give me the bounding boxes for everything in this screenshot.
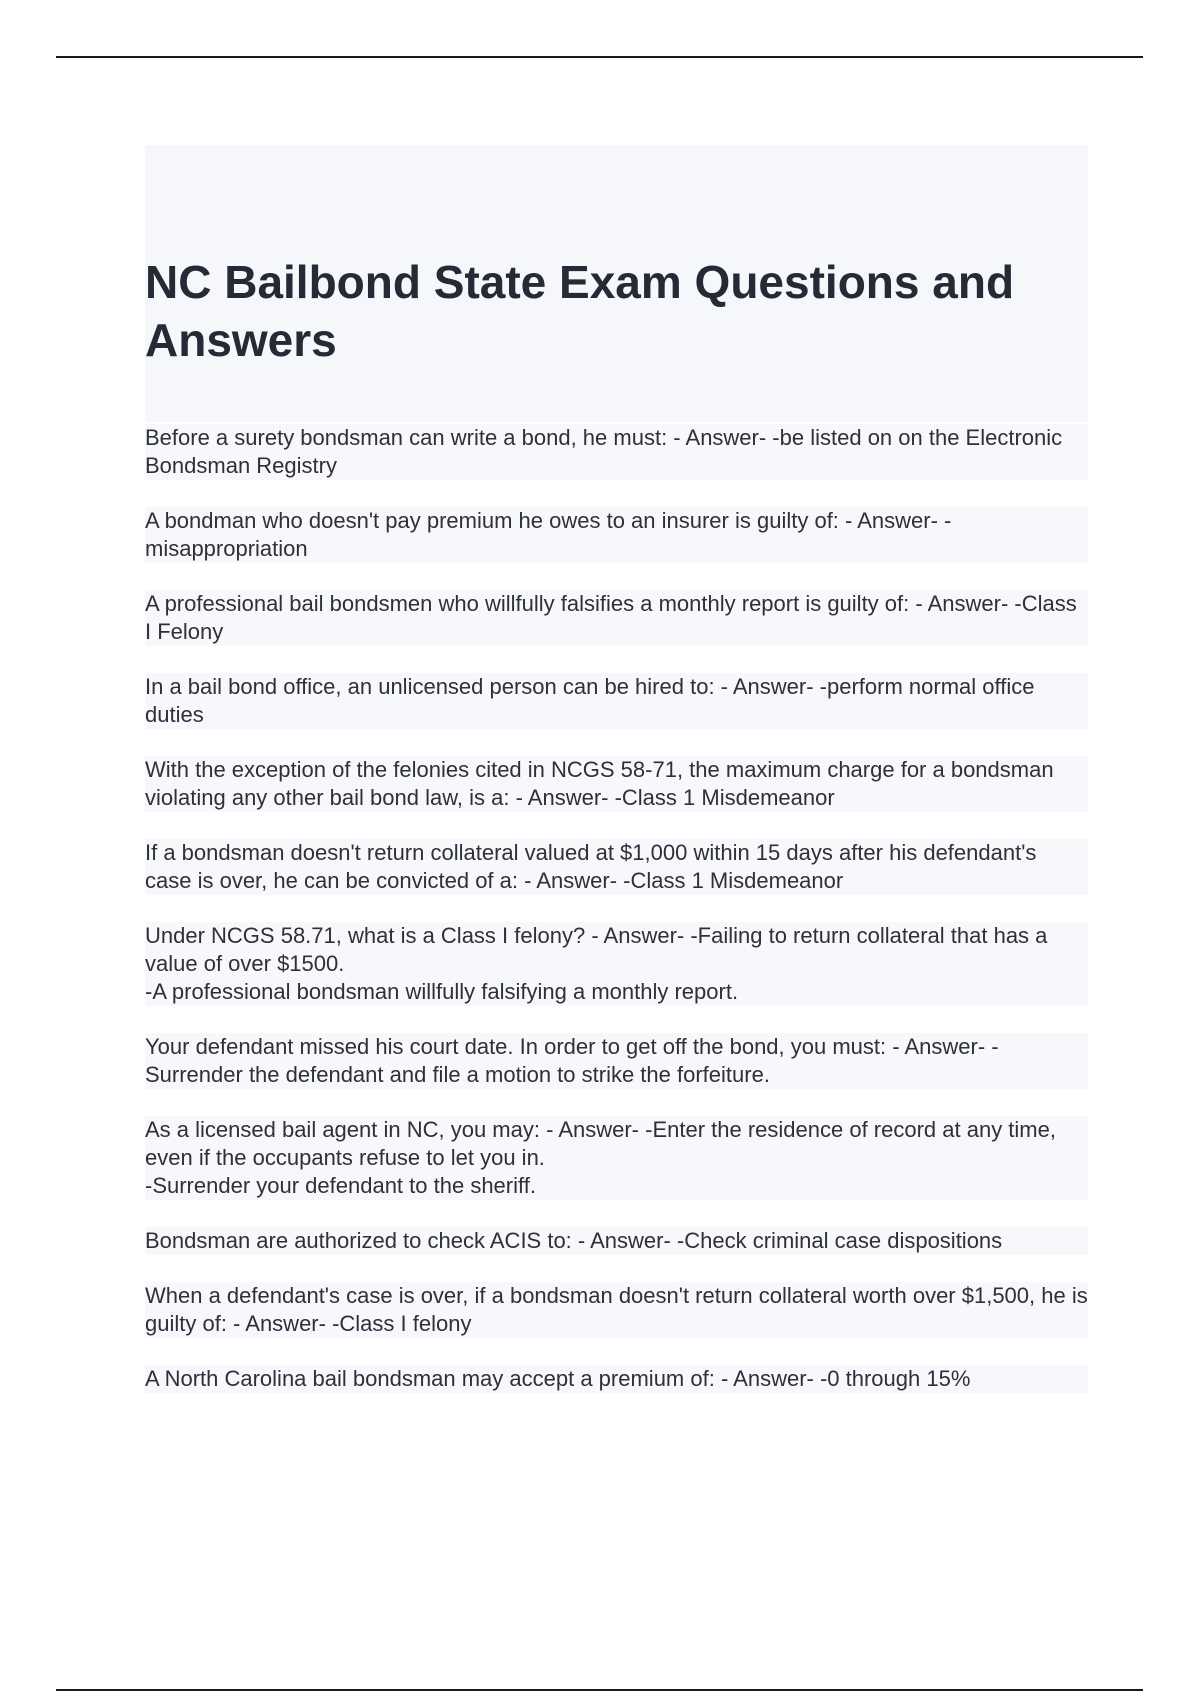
qa-item: A bondman who doesn't pay premium he owes to an insurer is guilty of: - Answer- - misappropriation bbox=[145, 507, 1088, 563]
bottom-rule bbox=[56, 1689, 1143, 1691]
qa-item: As a licensed bail agent in NC, you may: - Answer- -Enter the residence of record at any time, even if the occupants refuse to let you in. -Surrender your defendant to the sheriff. bbox=[145, 1116, 1088, 1200]
qa-item: Under NCGS 58.71, what is a Class I felony? - Answer- -Failing to return collateral that has a value of over $1500. -A professional bondsman willfully falsifying a monthly report. bbox=[145, 922, 1088, 1006]
qa-item: A professional bail bondsmen who willfully falsifies a monthly report is guilty of: - Answer- -Class I Felony bbox=[145, 590, 1088, 646]
qa-item: In a bail bond office, an unlicensed person can be hired to: - Answer- -perform normal office duties bbox=[145, 673, 1088, 729]
qa-item: With the exception of the felonies cited in NCGS 58-71, the maximum charge for a bondsman violating any other bail bond law, is a: - Answer- -Class 1 Misdemeanor bbox=[145, 756, 1088, 812]
qa-item: A North Carolina bail bondsman may accept a premium of: - Answer- -0 through 15% bbox=[145, 1365, 1088, 1393]
qa-item: Bondsman are authorized to check ACIS to: - Answer- -Check criminal case dispositions bbox=[145, 1227, 1088, 1255]
qa-item: If a bondsman doesn't return collateral valued at $1,000 within 15 days after his defendant's case is over, he can be convicted of a: - Answer- -Class 1 Misdemeanor bbox=[145, 839, 1088, 895]
document-title: NC Bailbond State Exam Questions and Answers bbox=[145, 256, 1015, 366]
qa-item: When a defendant's case is over, if a bondsman doesn't return collateral worth over $1,500, he is guilty of: - Answer- -Class I felony bbox=[145, 1283, 1088, 1336]
title-block bbox=[145, 145, 1088, 422]
top-rule bbox=[56, 56, 1143, 58]
qa-item: Your defendant missed his court date. In order to get off the bond, you must: - Answer- - Surrender the defendant and file a motion to strike the forfeiture. bbox=[145, 1033, 1088, 1089]
qa-list bbox=[145, 424, 1088, 1420]
qa-item: Before a surety bondsman can write a bond, he must: - Answer- -be listed on on the Electronic Bondsman Registry bbox=[145, 424, 1088, 480]
